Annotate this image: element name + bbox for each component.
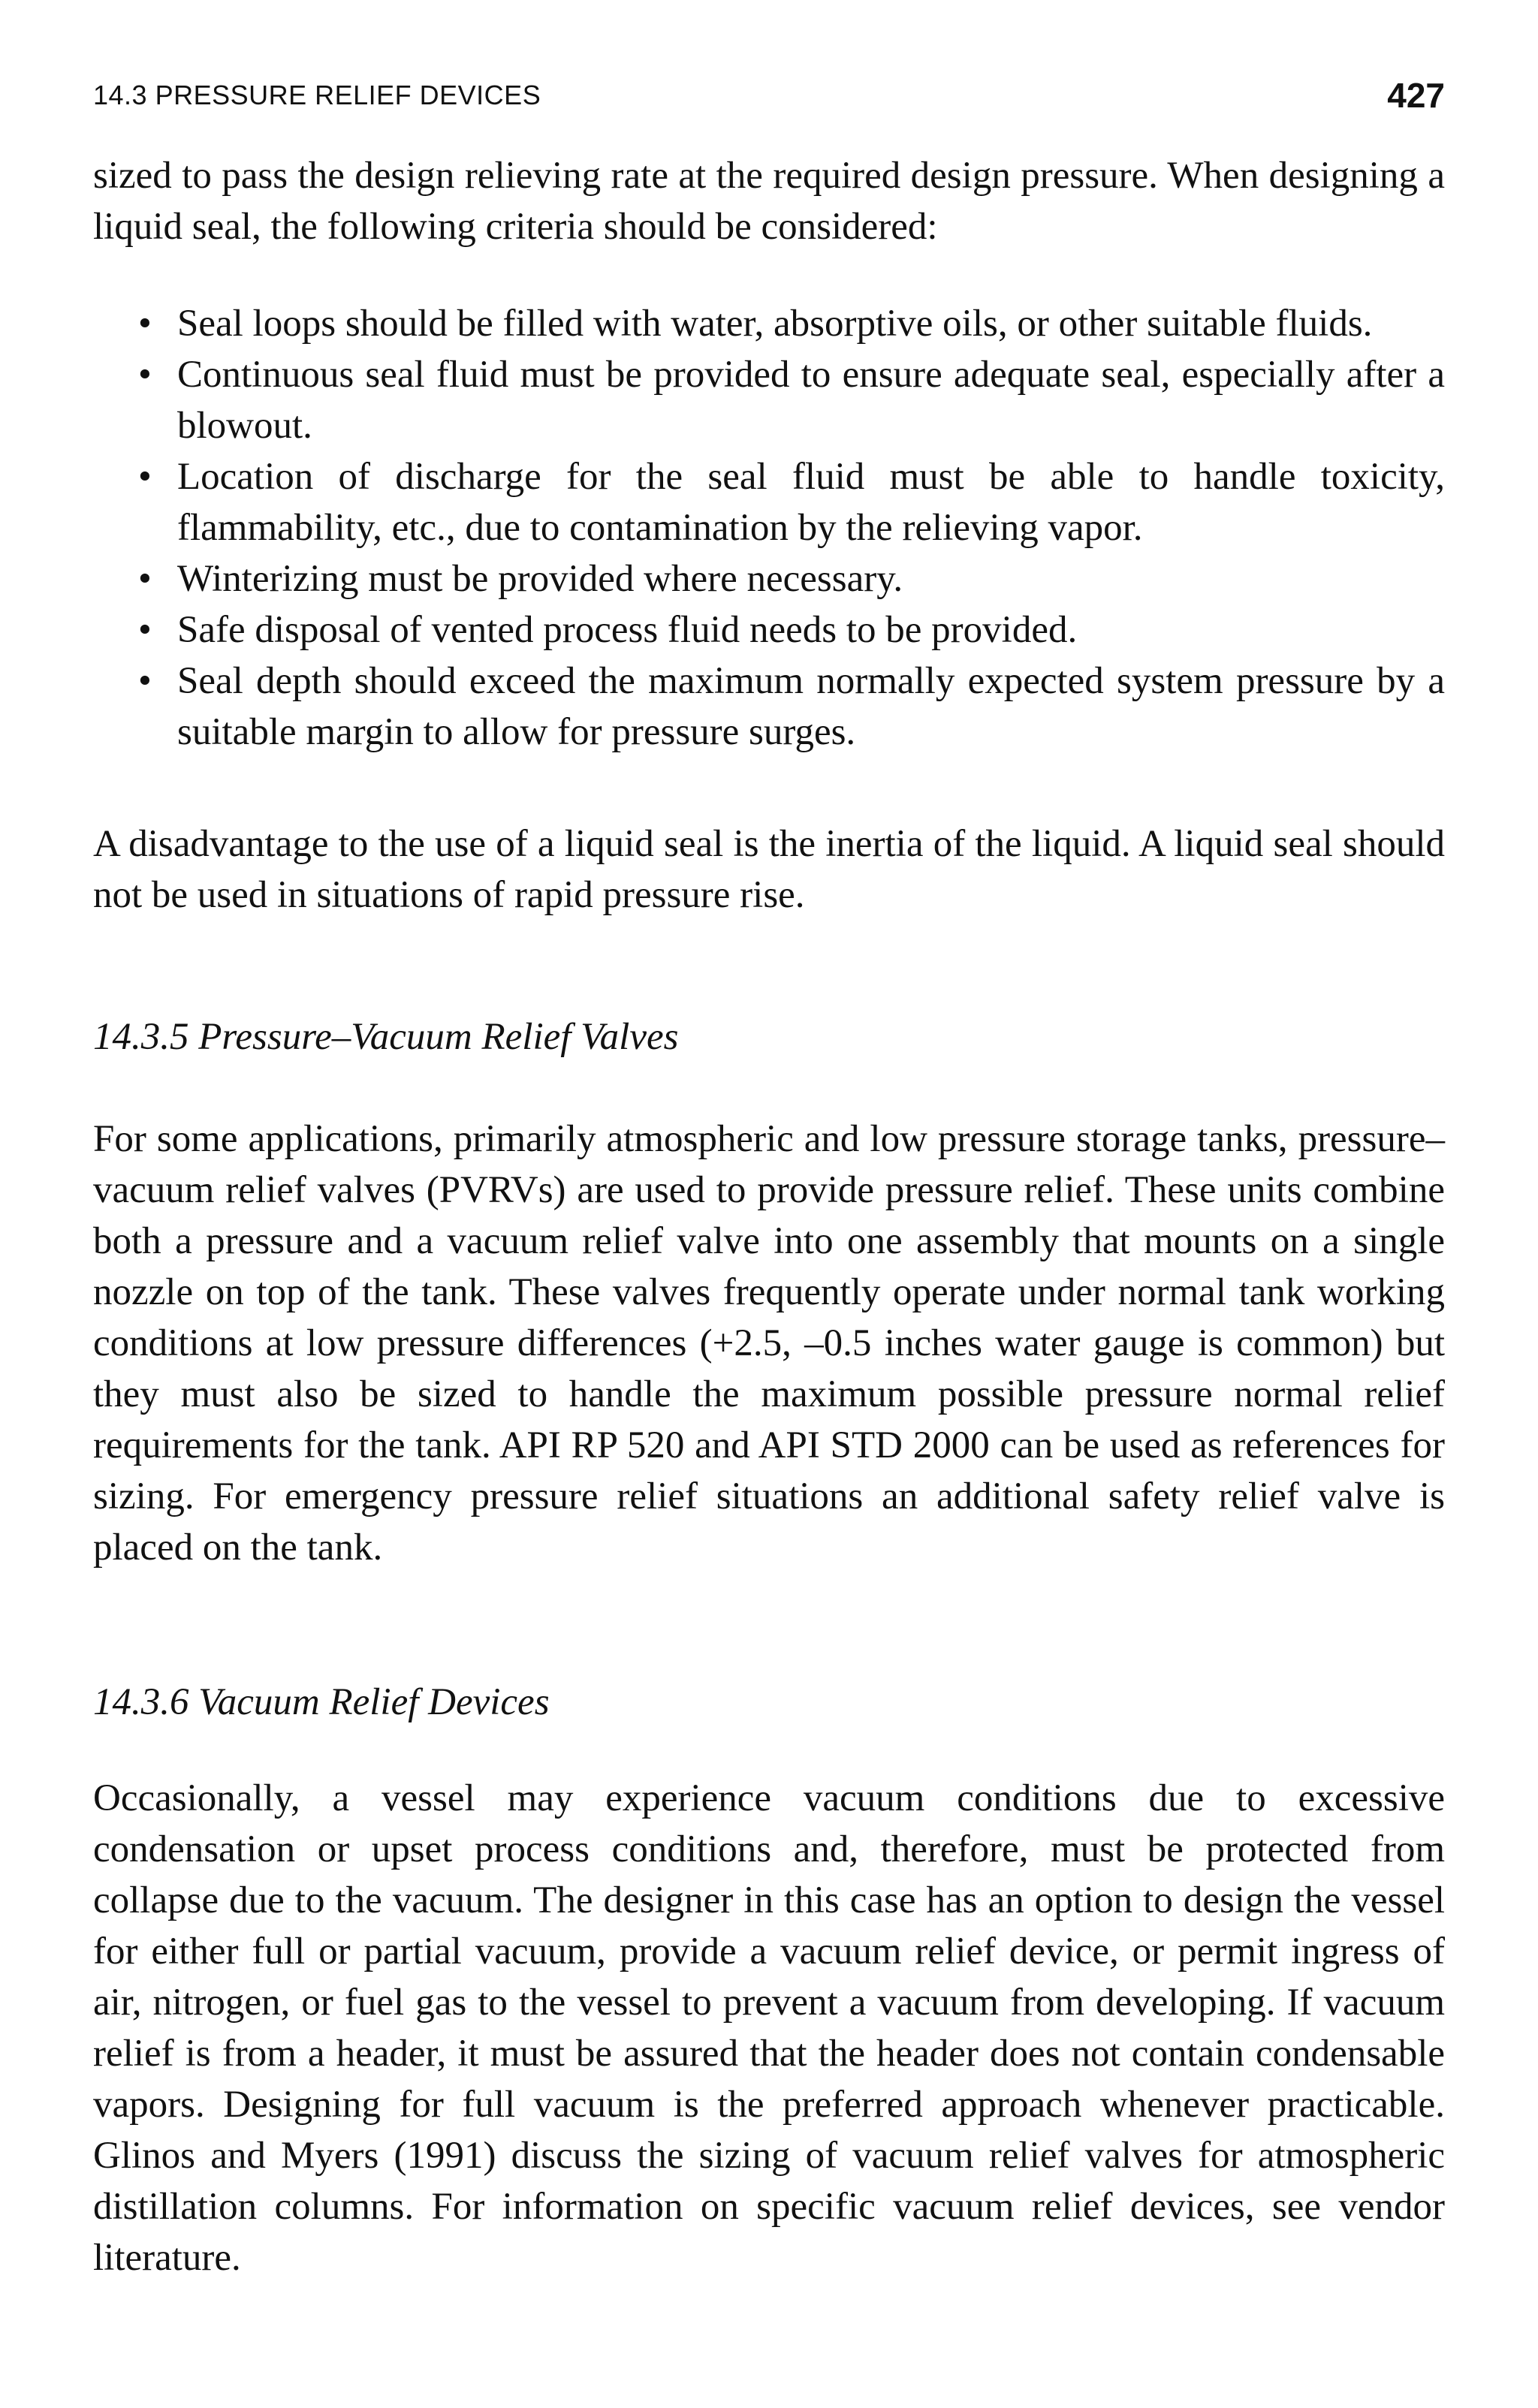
- list-item: • Seal depth should exceed the maximum normally expected system pressure by a suitable margin to allow for pressure surges.: [138, 655, 1445, 758]
- liquid-seal-criteria-list: [138, 298, 1445, 758]
- page-number: 427: [1387, 76, 1445, 115]
- list-item: • Seal loops should be filled with water, absorptive oils, or other suitable fluids.: [138, 298, 1445, 349]
- section-heading-vacuum-relief: 14.3.6 Vacuum Relief Devices: [93, 1681, 550, 1723]
- running-head: [93, 75, 1445, 120]
- disadvantage-paragraph: A disadvantage to the use of a liquid seal is the inertia of the liquid. A liquid seal should not be used in situations of rapid pressure rise.: [93, 823, 1445, 916]
- list-item: • Continuous seal fluid must be provided to ensure adequate seal, especially after a blowout.: [138, 349, 1445, 451]
- list-item: • Location of discharge for the seal fluid must be able to handle toxicity, flammability, etc., due to contamination by the relieving vapor.: [138, 451, 1445, 553]
- running-head-title: 14.3 PRESSURE RELIEF DEVICES: [93, 80, 541, 110]
- vacuum-relief-paragraph: Occasionally, a vessel may experience vacuum conditions due to excessive condensation or upset process conditions and, therefore, must be protected from collapse due to the vacuum. The designer in this case has an option to design the vessel for either full or partial vacuum, provide a vacuum relief device, or permit ingress of air, nitrogen, or fuel gas to the vessel to prevent a vacuum from developing. If vacuum relief is from a header, it must be assured that the header does not contain condensable vapors. Designing for full vacuum is the preferred approach whenever practicable. Glinos and Myers (1991) discuss the sizing of vacuum relief valves for atmospheric distillation columns. For information on specific vacuum relief devices, see vendor literature.: [93, 1777, 1445, 2279]
- section-heading-pvrv: 14.3.5 Pressure–Vacuum Relief Valves: [93, 1016, 679, 1058]
- intro-paragraph: sized to pass the design relieving rate at the required design pressure. When designing a liquid seal, the following criteria should be considered:: [93, 155, 1445, 248]
- list-item: • Winterizing must be provided where necessary.: [138, 553, 1445, 604]
- pvrv-paragraph: For some applications, primarily atmospheric and low pressure storage tanks, pressure–vacuum relief valves (PVRVs) are used to provide pressure relief. These units combine both a pressure and a vacuum relief valve into one assembly that mounts on a single nozzle on top of the tank. These valves frequently operate under normal tank working conditions at low pressure differences (+2.5, –0.5 inches water gauge is common) but they must also be sized to handle the maximum possible pressure normal relief requirements for the tank. API RP 520 and API STD 2000 can be used as references for sizing. For emergency pressure relief situations an additional safety relief valve is placed on the tank.: [93, 1118, 1445, 1569]
- list-item: • Safe disposal of vented process fluid needs to be provided.: [138, 604, 1445, 655]
